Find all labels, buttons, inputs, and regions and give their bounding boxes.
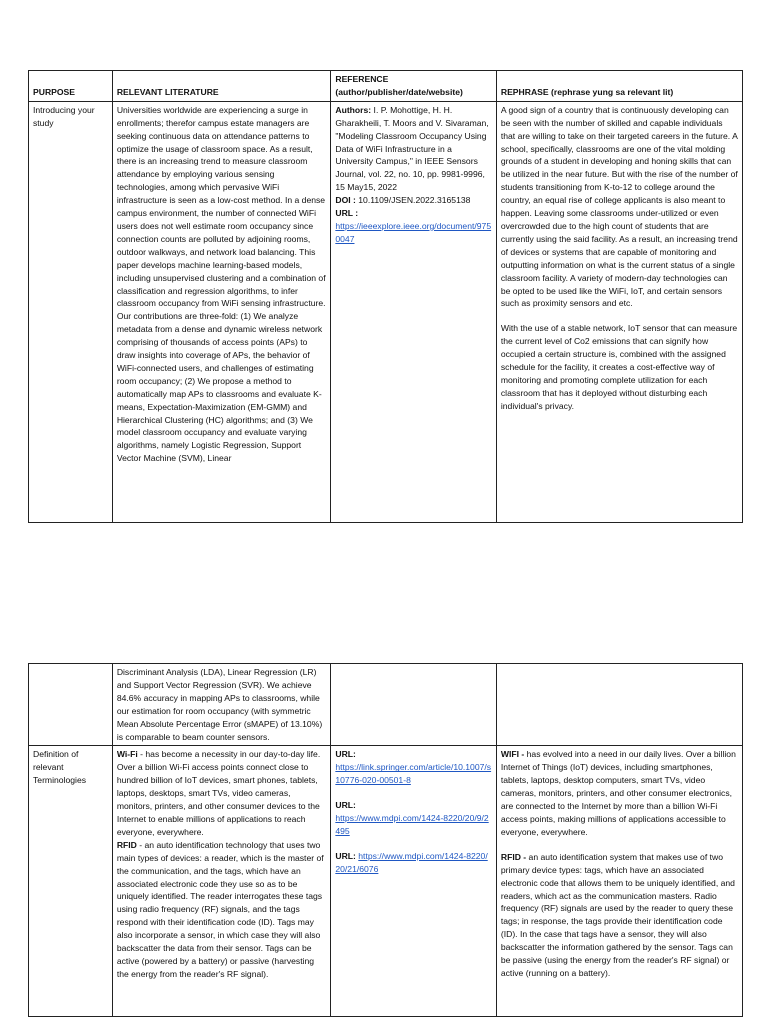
continuation-literature-cell: Discriminant Analysis (LDA), Linear Regression (LR) and Support Vector Regression (SVR). We achieve 84.6% accuracy in mapping APs to classrooms, while our estimation for room occupancy (with symmetric Mean Absolute Percentage Error (sMAPE) of 13.10%) is comparable to beam counter sensors. [112,664,331,746]
header-reference-line-2: (author/publisher/date/website) [335,86,463,97]
url-1-label: URL: [335,749,356,760]
doi-text: 10.1109/JSEN.2022.3165138 [355,195,471,206]
rfid-rephrase-label: RFID - [500,851,527,862]
continuation-reference-cell [331,664,497,746]
wifi-text: - has become a necessity in our day-to-day life. Over a billion Wi-Fi access points connect close to hundred billion of IoT devices, smart phones, tablets, laptops, desktops, smart TVs, video cameras, monitors, printers, and other consumer devices to the Internet to enable millions of applications to reach everyone, everywhere. [116,749,321,837]
wifi-definition [117,748,327,838]
ieee-link[interactable]: https://ieeexplore.ieee.org/document/9750047 [335,220,492,244]
header-reference-line-1: REFERENCE [335,74,389,84]
rfid-text: - an auto identification technology that uses two main types of devices: a reader, which is the master of the communication, and the tags, which have an associated electronic code they use so as to be uniquely identified. The reader interrogates these tags using radio frequency (RF) signals, and the tags respond with their identification code (ID). Tags may also incorporate a sensor, in which case they will also backscatter the data from their sensor. Tags can be active (powered by a battery) or passive (harvesting the energy from the reader's RF signal). [116,839,324,979]
continuation-row [29,664,743,746]
springer-link[interactable]: https://link.springer.com/article/10.1007/s10776-020-00501-8 [335,762,492,786]
rfid-rephrase [501,851,738,980]
url-3-label: URL: [335,850,356,861]
literature-definitions [117,748,327,1014]
rephrase-cell [496,101,742,522]
rfid-label: RFID [116,839,137,850]
literature-table-page-1 [28,70,743,523]
header-purpose: PURPOSE [29,71,113,102]
header-reference [331,71,497,102]
purpose-cell: Introducing your study [29,101,113,522]
header-row [29,71,743,102]
literature-text: Universities worldwide are experiencing a surge in enrollments; therefor campus estate managers are seeking continuous data on attendance patterns to optimize the usage of classroom space. As a result, there is an increasing trend to measure classroom attendance by employing various sensing technologies, among which pervasive WiFi infrastructure is seen as a low-cost method. In a dense campus environment, the number of connected WiFi users does not well estimate room occupancy since connection counts are polluted by adjoining rooms, outdoor walkways, and network load balancing. This paper develops machine learning-based models, including unsupervised clustering and a combination of classification and regression algorithms, to infer classroom occupancy from WiFi sensing infrastructure. Our contributions are three-fold: (1) We analyze metadata from a dense and dynamic wireless network comprising of thousands of access points (APs) to draw insights into coverage of APs, the behavior of WiFi-connected users, and challenges of estimating room occupancy; (2) We propose a method to automatically map APs to classrooms and evaluate K-means, Expectation-Maximization (EM-GMM) and Hierarchical Clustering (HC) algorithms; and (3) We model classroom occupancy and evaluate varying algorithms, namely Logistic Regression, Support Vector Machine (SVM), Linear [116,104,326,464]
reference-authors [335,104,492,194]
literature-cell [112,746,331,1017]
wifi-label: Wi-Fi [116,749,138,760]
reference-cell [331,746,497,1017]
wifi-rephrase-label: WIFI - [500,749,525,760]
rephrase-paragraph-2: With the use of a stable network, IoT sensor that can measure the current level of Co2 emissions that can signify how occupied a certain structure is, combined with the assigned schedule for the facility, it creates a cost-effective way of monitoring and promoting complete utilization for each classroom that has it deployed without disturbing each individual's privacy. [500,323,738,411]
mdpi-link-1[interactable]: https://www.mdpi.com/1424-8220/20/9/2495 [335,813,489,836]
reference-url [335,207,492,220]
reference-doi [335,194,492,207]
rephrase-paragraph-1: A good sign of a country that is continuously developing can be seen with the number of skilled and capable individuals that are willing to take on their targeted careers in the future. A school, specifically, classrooms are one of the vital molding grounds of a student in developing and honing skills that can be utilized in the near future. But with the rise of the number of students transitioning from K-to-12 to college around the country, an equal rise of college applicants is also meant to happen. Leaving some classrooms under-utilized or even overcrowded due to the high count of students that are currently using the said facility. As a result, an increasing trend of devices or systems that are capable of monitoring and outputting information on what is the current status of a single classroom facility. A variety of modern-day technologies can be opted to be used like the WiFi, IoT, and certain sensors such as proximity sensors and etc. [500,104,738,309]
continuation-purpose-cell [29,664,113,746]
wifi-rephrase [501,748,738,838]
purpose-cell: Definition of relevant Terminologies [29,746,113,1017]
literature-table-page-2 [28,663,743,1017]
continuation-rephrase-cell [496,664,742,746]
table-row [29,101,743,522]
doi-label: DOI : [335,195,356,206]
mdpi-link-2[interactable]: https://www.mdpi.com/1424-8220/20/21/6076 [335,850,488,874]
reference-cell [331,101,497,522]
rfid-definition [117,839,327,981]
header-rephrase: REPHRASE (rephrase yung sa relevant lit) [496,71,742,102]
rfid-rephrase-text: an auto identification system that makes use of two primary device types: tags, which have an associated electronic code that allows them to be uniquely identified, and readers, which act as the communication masters. Radio frequency (RF) signals are used by the reader to query these tags; in response, the tags provide their identification code (ID). In the case that tags have a sensor, they will also backscatter the information gathered by the sensor. Tags can be passive (using the energy from the reader's RF signal) or active (running on a battery). [500,851,735,978]
header-relevant-literature: RELEVANT LITERATURE [112,71,331,102]
rephrase-cell [496,746,742,1017]
wifi-rephrase-text: has evolved into a need in our daily lives. Over a billion Internet of Things (IoT) devices, including smartphones, tablets, laptops, desktop computers, smart TVs, video cameras, monitors, printers, and other consumer electronics, are connected to the Internet by more than a billion Wi-Fi access points, making millions of applications accessible to everyone, everywhere. [500,749,736,837]
url-label: URL : [335,208,359,219]
table-row [29,746,743,1017]
literature-cell [112,101,331,522]
authors-label: Authors: [335,104,372,115]
url-2-label: URL: [335,800,356,811]
authors-text: I. P. Mohottige, H. H. Gharakheili, T. Moors and V. Sivaraman, "Modeling Classroom Occupancy Using Data of WiFi Infrastructure in a University Campus," in IEEE Sensors Journal, vol. 22, no. 10, pp. 9981-9996, 15 May15, 2022 [335,104,489,193]
